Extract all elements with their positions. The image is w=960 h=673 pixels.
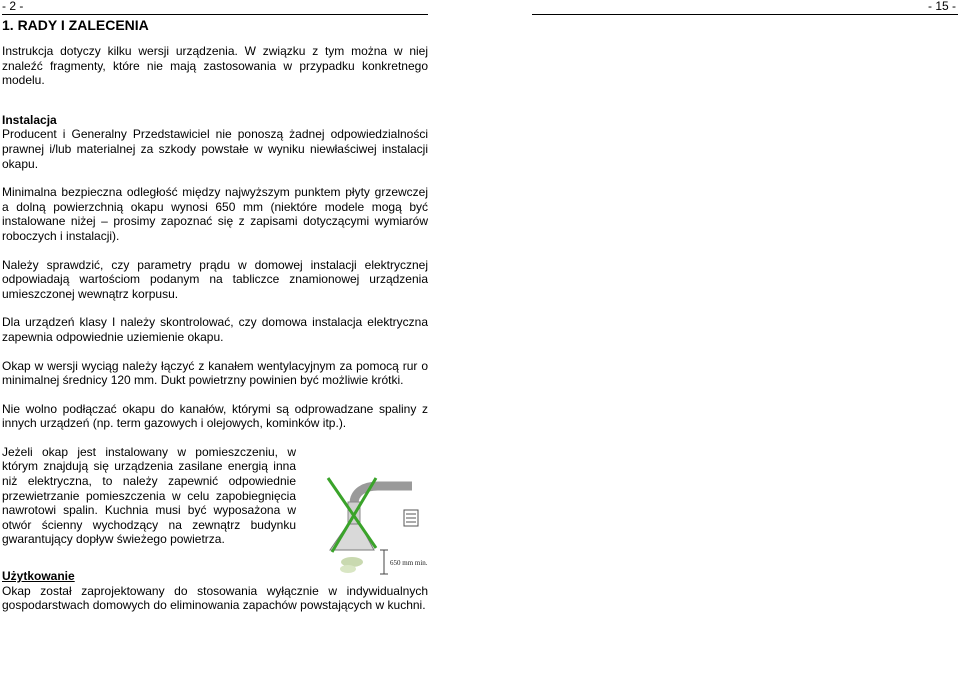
page-header xyxy=(532,0,958,15)
installation-heading: Instalacja xyxy=(2,112,57,127)
section-title: 1. RADY I ZALECENIA xyxy=(2,17,149,33)
installation-paragraph: Należy sprawdzić, czy parametry prądu w domowej instalacji elektrycznej odpowiadają wartościom podanym na tabliczce znamionowej urządzenia umieszczonej wewnątrz korpusu. xyxy=(2,257,428,301)
installation-paragraph: Producent i Generalny Przedstawiciel nie ponoszą żadnej odpowiedzialności prawnej i/lub materialnej za szkody powstałe w wyniku niewłaściwej instalacji okapu. xyxy=(2,127,428,171)
intro-paragraph: Instrukcja dotyczy kilku wersji urządzenia. W związku z tym można w niej znaleźć fragmenty, które nie mają zastosowania w przypadku konkretnego modelu. xyxy=(2,44,428,88)
hood-diagram xyxy=(312,470,428,582)
hood-installation-icon xyxy=(312,470,428,582)
installation-paragraph: Minimalna bezpieczna odległość między najwyższym punktem płyty grzewczej a dolną powierzchnią okapu wynosi 650 mm (niektóre modele mogą być instalowane niżej – prosimy zapoznać się z zapisami dotyczącymi wymiarów roboczych i instalacji). xyxy=(2,185,428,243)
installation-paragraph: Dla urządzeń klasy I należy skontrolować, czy domowa instalacja elektryczna zapewnia odpowiednie uziemienie okapu. xyxy=(2,315,428,344)
left-page xyxy=(2,0,428,613)
usage-heading: Użytkowanie xyxy=(2,569,75,584)
right-page xyxy=(532,0,958,15)
installation-paragraph: Nie wolno podłączać okapu do kanałów, którymi są odprowadzane spaliny z innych urządzeń (np. term gazowych i olejowych, kominków itp.). xyxy=(2,401,428,431)
page-number: - 15 - xyxy=(927,0,956,13)
page-header xyxy=(2,0,428,15)
installation-paragraph: Okap w wersji wyciąg należy łączyć z kanałem wentylacyjnym za pomocą rur o minimalnej średnicy 120 mm. Dukt powietrzny powinien być możliwie krótki. xyxy=(2,358,428,388)
installation-paragraph: Jeżeli okap jest instalowany w pomieszczeniu, w którym znajdują się urządzenia zasilane energią inna niż elektryczna, to należy zapewnić odpowiednie przewietrzanie pomieszczenia w celu zapobiegnięcia nawrotowi spalin. Kuchnia musi być wyposażona w otwór ścienny wychodzący na zewnątrz budynku gwarantujący dopływ świeżego powietrza. xyxy=(2,444,296,547)
usage-paragraph: Okap został zaprojektowany do stosowania wyłącznie w indywidualnych gospodarstwach domowych do eliminowania zapachów powstających w kuchni. xyxy=(2,583,428,613)
page-number: - 2 - xyxy=(2,0,24,13)
figure-label: 650 mm min. xyxy=(390,559,428,567)
